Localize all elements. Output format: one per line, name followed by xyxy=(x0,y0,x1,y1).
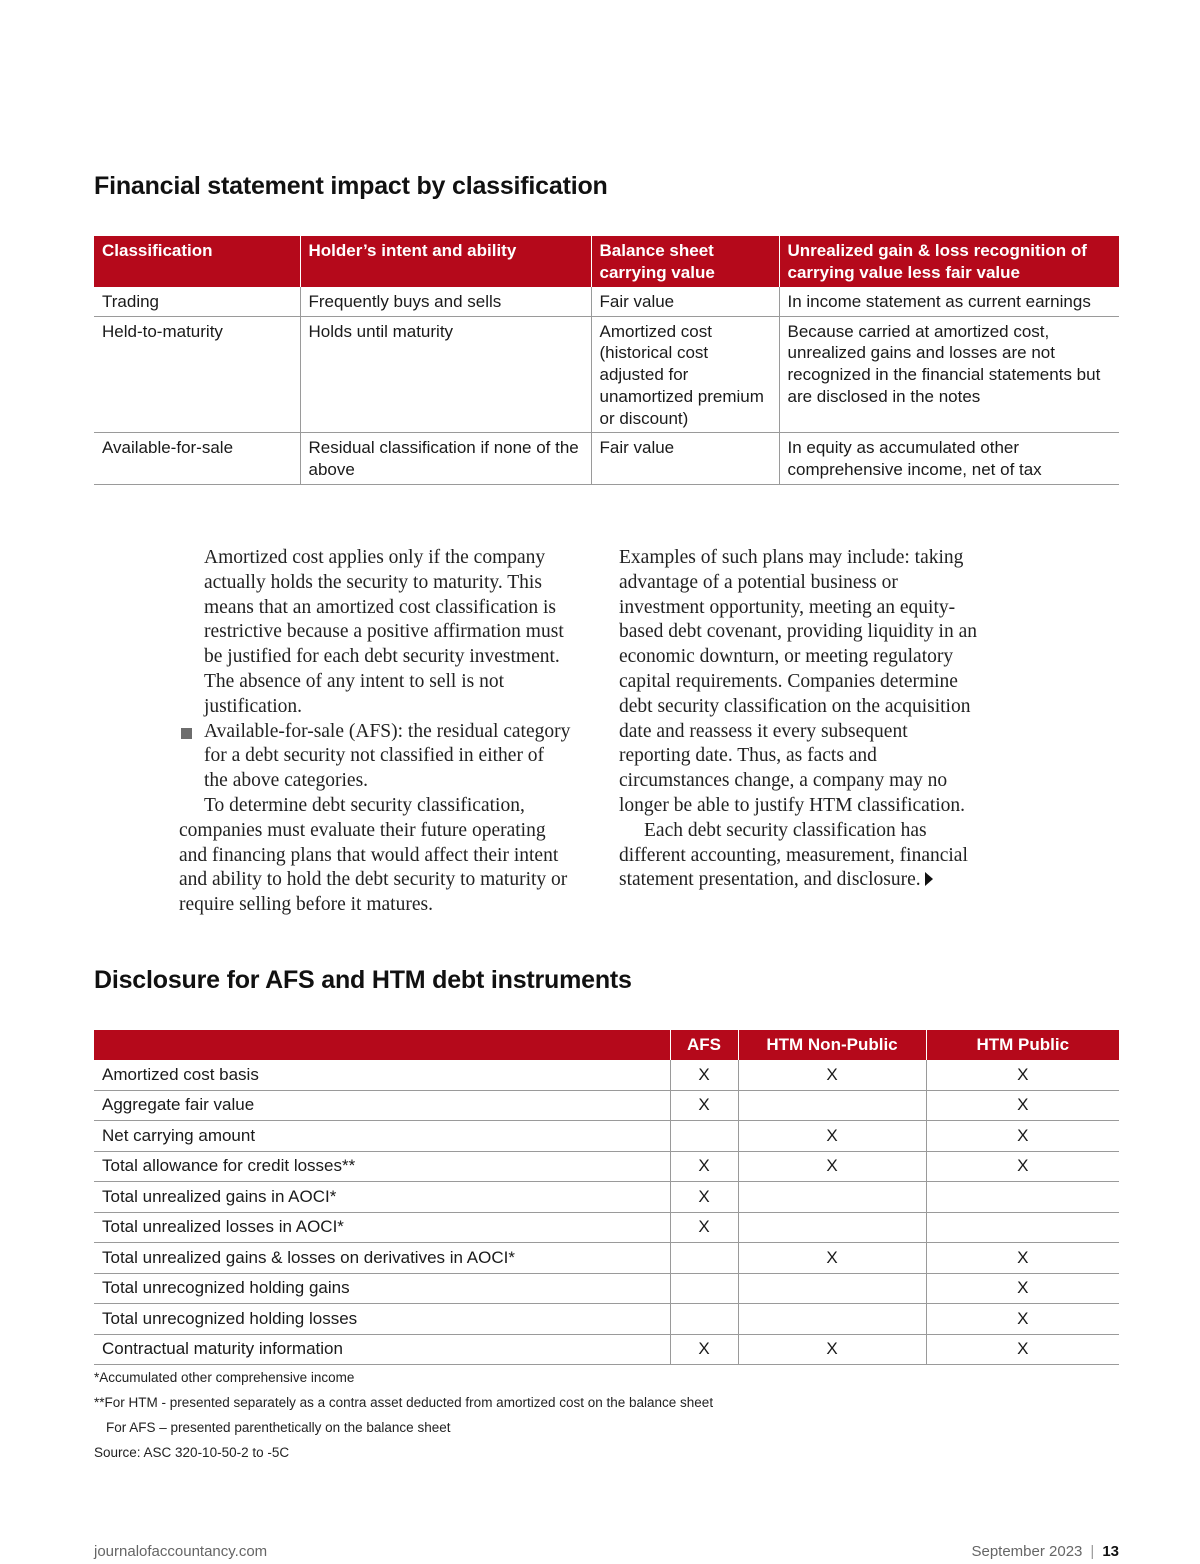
header-gain-loss: Unrealized gain & loss recognition of carrying value less fair value xyxy=(779,236,1119,287)
table-cell xyxy=(926,1182,1119,1213)
table-cell: X xyxy=(926,1151,1119,1182)
header-blank xyxy=(94,1030,670,1060)
body-paragraph: Examples of such plans may include: taking advantage of a potential business or investment opportunity, meeting an equity-based debt covenant, providing liquidity in an economic downturn, or meeting regulatory capital requirements. Companies determine debt security classification on the acquisition date and reassess it every subsequent reporting date. Thus, as facts and circumstances change, a company may no longer be able to justify HTM classification. xyxy=(619,547,977,816)
table1-title: Financial statement impact by classification xyxy=(94,172,608,200)
header-classification: Classification xyxy=(94,236,300,287)
table-cell: X xyxy=(670,1090,738,1121)
table-cell xyxy=(738,1273,926,1304)
table-row xyxy=(94,1243,1119,1274)
header-intent: Holder’s intent and ability xyxy=(300,236,591,287)
table-cell: Fair value xyxy=(591,287,779,316)
footer-date-page xyxy=(971,1543,1119,1560)
body-left-column xyxy=(179,546,571,918)
body-right-column xyxy=(619,546,981,893)
footer-date: September 2023 xyxy=(971,1543,1083,1560)
classification-table xyxy=(94,236,1119,485)
row-label: Total unrecognized holding gains xyxy=(94,1273,670,1304)
footnote-aoci: *Accumulated other comprehensive income xyxy=(94,1370,355,1385)
row-label: Aggregate fair value xyxy=(94,1090,670,1121)
table-cell: Trading xyxy=(94,287,300,316)
table-cell: X xyxy=(926,1121,1119,1152)
table-row xyxy=(94,1121,1119,1152)
body-paragraph xyxy=(619,819,981,893)
table-cell: Holds until maturity xyxy=(300,316,591,433)
row-label: Contractual maturity information xyxy=(94,1334,670,1365)
table-row xyxy=(94,1334,1119,1365)
table-row xyxy=(94,1304,1119,1335)
table-cell: X xyxy=(738,1060,926,1090)
table-cell xyxy=(670,1304,738,1335)
bullet-item xyxy=(179,720,571,794)
header-htm-non-public: HTM Non-Public xyxy=(738,1030,926,1060)
row-label: Total unrealized gains & losses on derivatives in AOCI* xyxy=(94,1243,670,1274)
table-header-row xyxy=(94,236,1119,287)
table-cell: Available-for-sale xyxy=(94,433,300,484)
table-row xyxy=(94,1182,1119,1213)
table-cell: X xyxy=(926,1334,1119,1365)
header-afs: AFS xyxy=(670,1030,738,1060)
table-cell: In equity as accumulated other comprehensive income, net of tax xyxy=(779,433,1119,484)
body-paragraph-text: Each debt security classification has different accounting, measurement, financial statement presentation, and disclosure. xyxy=(619,819,968,891)
table2-title: Disclosure for AFS and HTM debt instruments xyxy=(94,966,632,994)
body-paragraph: Amortized cost applies only if the company actually holds the security to maturity. This means that an amortized cost classification is restrictive because a positive affirmation must be justified for each debt security investment. The absence of any intent to sell is not justification. xyxy=(204,547,564,717)
row-label: Total allowance for credit losses** xyxy=(94,1151,670,1182)
page-number: 13 xyxy=(1102,1543,1119,1560)
table-cell: X xyxy=(738,1151,926,1182)
body-paragraph: To determine debt security classification, companies must evaluate their future operating and financing plans that would affect their intent and ability to hold the debt security to maturity or require selling before it matures. xyxy=(179,794,568,916)
table-row xyxy=(94,1151,1119,1182)
table-cell: X xyxy=(926,1304,1119,1335)
table-cell: X xyxy=(670,1334,738,1365)
table-cell: X xyxy=(670,1151,738,1182)
table-row xyxy=(94,1212,1119,1243)
table-cell: Amortized cost (historical cost adjusted for unamortized premium or discount) xyxy=(591,316,779,433)
table-row xyxy=(94,433,1119,484)
table-cell: Held-to-maturity xyxy=(94,316,300,433)
table-row xyxy=(94,316,1119,433)
footnote-allowance: **For HTM - presented separately as a contra asset deducted from amortized cost on the balance sheet xyxy=(94,1395,714,1410)
table-cell: X xyxy=(670,1212,738,1243)
table-cell xyxy=(738,1182,926,1213)
table-cell: X xyxy=(926,1273,1119,1304)
source-note: Source: ASC 320-10-50-2 to -5C xyxy=(94,1445,290,1460)
footnote-afs: For AFS – presented parenthetically on the balance sheet xyxy=(106,1420,451,1435)
table-cell xyxy=(738,1212,926,1243)
table-cell: X xyxy=(738,1121,926,1152)
table-cell: X xyxy=(670,1182,738,1213)
table-cell: X xyxy=(670,1060,738,1090)
table-row xyxy=(94,1090,1119,1121)
table-cell: Fair value xyxy=(591,433,779,484)
table-header-row xyxy=(94,1030,1119,1060)
table-cell: X xyxy=(738,1243,926,1274)
table-cell: X xyxy=(926,1060,1119,1090)
bullet-text xyxy=(204,720,571,794)
table-cell: Residual classification if none of the above xyxy=(300,433,591,484)
table-row xyxy=(94,287,1119,316)
disclosure-table xyxy=(94,1030,1119,1365)
table-cell: X xyxy=(926,1090,1119,1121)
table-cell xyxy=(926,1212,1119,1243)
table-cell: Because carried at amortized cost, unrealized gains and losses are not recognized in the financial statements but are disclosed in the notes xyxy=(779,316,1119,433)
header-carrying-value: Balance sheet carrying value xyxy=(591,236,779,287)
table-cell: X xyxy=(738,1334,926,1365)
end-of-story-triangle-icon xyxy=(925,872,933,886)
table-cell xyxy=(738,1090,926,1121)
row-label: Total unrealized losses in AOCI* xyxy=(94,1212,670,1243)
bullet-text-content: Available-for-sale (AFS): the residual category for a debt security not classified in either of the above categories. xyxy=(204,720,571,792)
table-cell xyxy=(670,1121,738,1152)
row-label: Total unrecognized holding losses xyxy=(94,1304,670,1335)
row-label: Net carrying amount xyxy=(94,1121,670,1152)
table-cell xyxy=(670,1273,738,1304)
footer-separator: | xyxy=(1090,1543,1095,1560)
table-cell xyxy=(670,1243,738,1274)
footer-website: journalofaccountancy.com xyxy=(94,1543,268,1560)
square-bullet-icon xyxy=(181,728,192,739)
table-cell: In income statement as current earnings xyxy=(779,287,1119,316)
table-cell xyxy=(738,1304,926,1335)
header-htm-public: HTM Public xyxy=(926,1030,1119,1060)
row-label: Total unrealized gains in AOCI* xyxy=(94,1182,670,1213)
row-label: Amortized cost basis xyxy=(94,1060,670,1090)
table-cell: Frequently buys and sells xyxy=(300,287,591,316)
table-cell: X xyxy=(926,1243,1119,1274)
table-row xyxy=(94,1273,1119,1304)
table-row xyxy=(94,1060,1119,1090)
